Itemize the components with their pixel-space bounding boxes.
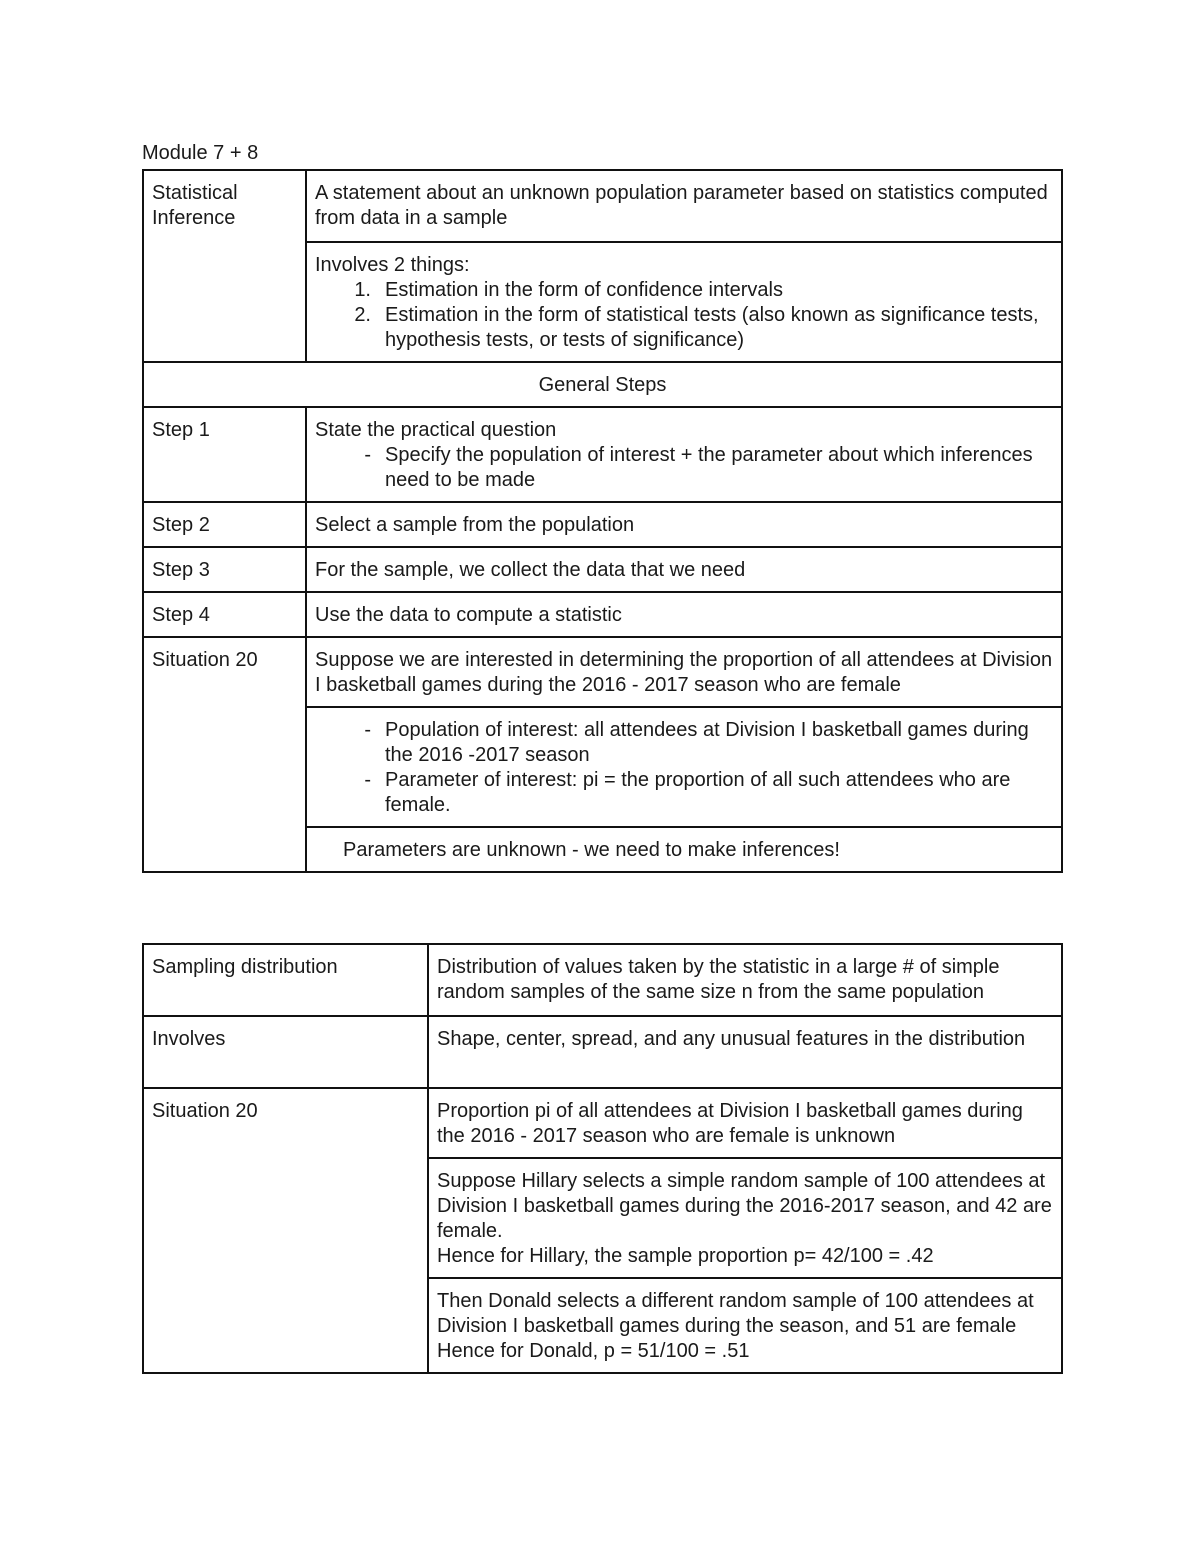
situation-line: Hence for Hillary, the sample proportion p= 42/100 = .42 xyxy=(437,1245,934,1267)
situation-label: Situation 20 xyxy=(143,637,306,872)
table-row xyxy=(143,407,1062,502)
situation-bullets xyxy=(315,718,1053,818)
step-label: Step 4 xyxy=(143,592,306,637)
situation-row-cell xyxy=(428,1278,1062,1373)
list-item: - Specify the population of interest + the parameter about which inferences need to be made xyxy=(364,444,1033,491)
situation-line: Hence for Donald, p = 51/100 = .51 xyxy=(437,1340,750,1362)
situation-bullets-cell xyxy=(306,707,1062,827)
step-text: State the practical question xyxy=(315,419,557,441)
involves-label: Involves xyxy=(143,1016,428,1088)
statistical-inference-label: Statistical Inference xyxy=(152,182,238,229)
involves-text: Shape, center, spread, and any unusual features in the distribution xyxy=(428,1016,1062,1088)
situation-line: Proportion pi of all attendees at Division I basketball games during the 2016 - 2017 season who are female is unknown xyxy=(437,1100,1023,1147)
inference-definition-cell xyxy=(306,170,1062,242)
table-row xyxy=(143,637,1062,707)
step-text: Select a sample from the population xyxy=(306,502,1062,547)
inference-label-cell xyxy=(143,170,306,362)
step-label: Step 1 xyxy=(143,407,306,502)
involves-intro: Involves 2 things: xyxy=(315,254,470,276)
table-row xyxy=(143,170,1062,242)
step-label: Step 3 xyxy=(143,547,306,592)
list-item: 2. Estimation in the form of statistical tests (also known as significance tests, hypothesis tests, or tests of significance) xyxy=(354,304,1039,351)
step-text: For the sample, we collect the data that we need xyxy=(306,547,1062,592)
situation-row-cell xyxy=(428,1088,1062,1158)
situation-row-cell xyxy=(428,1158,1062,1278)
list-item: 1. Estimation in the form of confidence intervals xyxy=(354,279,783,301)
inference-table xyxy=(142,169,1063,873)
situation-text: Suppose we are interested in determining the proportion of all attendees at Division I basketball games during the 2016 - 2017 season who are female xyxy=(306,637,1062,707)
situation-line: Suppose Hillary selects a simple random sample of 100 attendees at Division I basketball games during the 2016-2017 season, and 42 are female. xyxy=(437,1170,1052,1242)
situation-label: Situation 20 xyxy=(143,1088,428,1373)
table-row xyxy=(143,547,1062,592)
list-item: - Parameter of interest: pi = the proportion of all such attendees who are female. xyxy=(364,769,1011,816)
table-row xyxy=(143,502,1062,547)
general-steps-header xyxy=(143,362,1062,407)
list-item: - Population of interest: all attendees at Division I basketball games during the 2016 -2017 season xyxy=(364,719,1029,766)
table-row xyxy=(143,1088,1062,1158)
step-sub-list xyxy=(315,443,1053,493)
table-row xyxy=(143,944,1062,1016)
sampling-label: Sampling distribution xyxy=(143,944,428,1016)
page-title: Module 7 + 8 xyxy=(142,142,259,164)
involves-list xyxy=(315,278,1053,353)
table-row xyxy=(143,1016,1062,1088)
involves-cell xyxy=(306,242,1062,362)
sampling-table xyxy=(142,943,1063,1374)
step-text: Use the data to compute a statistic xyxy=(306,592,1062,637)
step-text-cell xyxy=(306,407,1062,502)
step-label: Step 2 xyxy=(143,502,306,547)
situation-note: Parameters are unknown - we need to make inferences! xyxy=(306,827,1062,872)
table-row xyxy=(143,592,1062,637)
inference-definition: A statement about an unknown population parameter based on statistics computed from data in a sample xyxy=(315,182,1048,229)
general-steps-heading: General Steps xyxy=(538,374,667,396)
situation-line: Then Donald selects a different random sample of 100 attendees at Division I basketball games during the season, and 51 are female xyxy=(437,1290,1034,1337)
sampling-definition: Distribution of values taken by the statistic in a large # of simple random samples of the same size n from the same population xyxy=(428,944,1062,1016)
table-row xyxy=(143,362,1062,407)
